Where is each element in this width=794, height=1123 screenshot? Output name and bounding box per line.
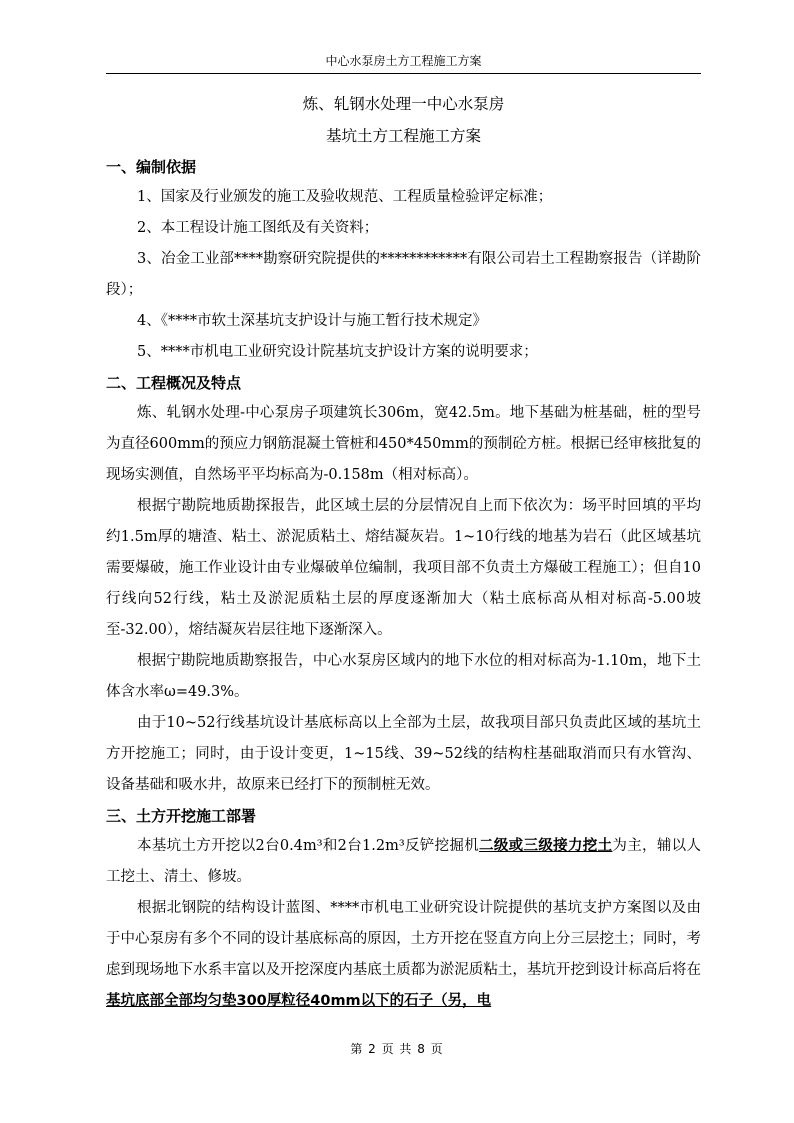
- text-run: 为主，辅以人工挖土、清土、修坡。: [106, 838, 701, 885]
- list-item: 3、冶金工业部****勘察研究院提供的************有限公司岩土工程勘察报告（详勘阶段）；: [106, 251, 701, 298]
- paragraph: 由于10~52行线基坑设计基底标高以上全部为土层，故我项目部只负责此区域的基坑土方开挖施工；同时，由于设计变更，1~15线、39~52线的结构柱基础取消而只有水管沟、设备基础和吸水井，故原来已经打下的预制桩无效。: [106, 715, 701, 793]
- emphasized-text: 基坑底部全部均匀垫300厚粒径40mm以下的石子（另，电: [106, 993, 492, 1009]
- paragraph: 根据宁勘院地质勘察报告，中心水泵房区域内的地下水位的相对标高为-1.10m，地下土体含水率ω=49.3%。: [106, 653, 701, 700]
- list-item: 4、《****市软土深基坑支护设计与施工暂行技术规定》: [137, 313, 487, 329]
- page-number: 第 2 页 共 8 页: [350, 1042, 444, 1056]
- doc-title-line2: 基坑土方工程施工方案: [325, 127, 481, 145]
- text-run: 本基坑土方开挖以2台0.4m³和2台1.2m³反铲挖掘机: [137, 838, 480, 854]
- section-heading-1: 一、编制依据: [106, 158, 197, 176]
- doc-title-line1: 炼、轧钢水处理一中心水泵房: [302, 95, 505, 113]
- list-item: 2、本工程设计施工图纸及有关资料；: [137, 220, 379, 236]
- section-heading-3: 三、土方开挖施工部署: [106, 807, 257, 825]
- emphasized-text: 二级或三级接力挖土: [479, 838, 613, 854]
- header-divider: [106, 73, 701, 74]
- document-body: [106, 88, 701, 1017]
- list-item: 5、****市机电工业研究设计院基坑支护设计方案的说明要求；: [137, 344, 538, 360]
- page-footer: [0, 1040, 794, 1057]
- page-header: 中心水泵房土方工程施工方案: [325, 54, 482, 68]
- paragraph: 根据宁勘院地质勘探报告，此区域土层的分层情况自上而下依次为：场平时回填的平均约1.5m厚的塘渣、粘土、淤泥质粘土、熔结凝灰岩。1~10行线的地基为岩石（此区域基坑需要爆破，施工作业设计由专业爆破单位编制，我项目部不负责土方爆破工程施工）；但自10行线向52行线，粘土及淤泥质粘土层的厚度逐渐加大（粘土底标高从相对标高-5.00坡至-32.00），熔结凝灰岩层往地下逐渐深入。: [106, 498, 701, 638]
- paragraph: [106, 893, 701, 1017]
- paragraph: [106, 831, 701, 893]
- section-heading-2: 二、工程概况及特点: [106, 374, 242, 392]
- list-item: 1、国家及行业颁发的施工及验收规范、工程质量检验评定标准；: [137, 189, 553, 205]
- paragraph: 炼、轧钢水处理-中心泵房子项建筑长306m，宽42.5m。地下基础为桩基础，桩的型号为直径600mm的预应力钢筋混凝土管桩和450*450mm的预制砼方桩。根据已经审核批复的现场实测值，自然场平平均标高为-0.158m（相对标高）。: [106, 405, 701, 483]
- text-run: 根据北钢院的结构设计蓝图、****市机电工业研究设计院提供的基坑支护方案图以及由于中心泵房有多个不同的设计基底标高的原因，土方开挖在竖直方向上分三层挖土；同时，考虑到现场地下水系丰富以及开挖深度内基底土质都为淤泥质粘土，基坑开挖到设计标高后将在: [106, 900, 701, 978]
